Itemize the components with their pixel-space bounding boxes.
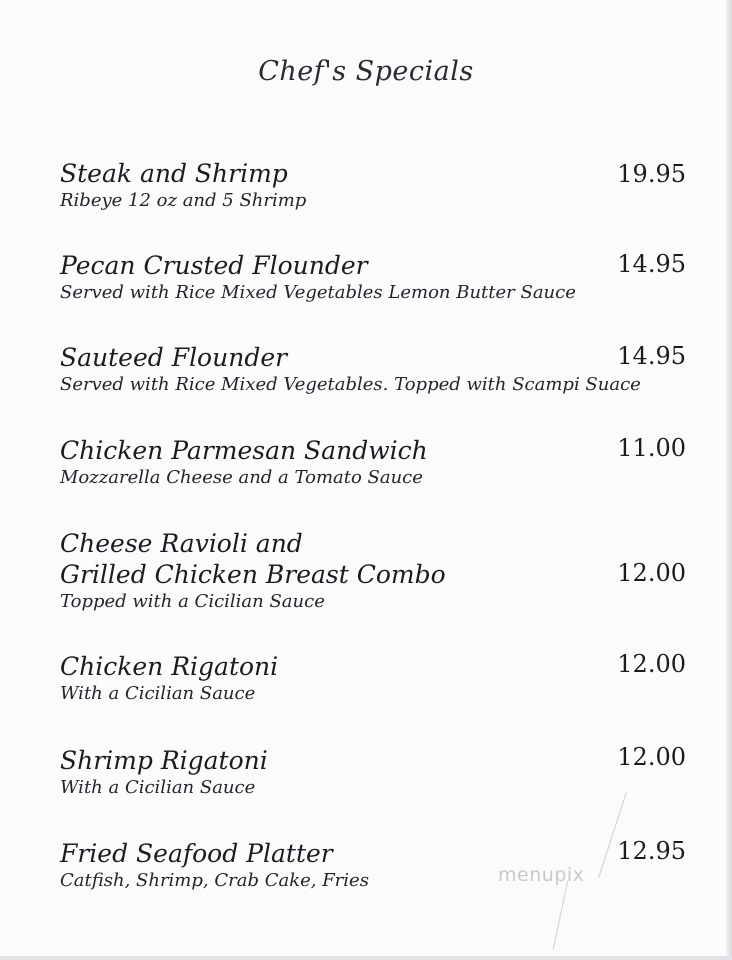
item-description: Served with Rice Mixed Vegetables Lemon Butter Sauce [60,282,576,303]
item-price: 12.95 [617,837,686,865]
item-name: Sauteed Flounder [60,343,288,372]
menu-item-chicken-rigatoni [60,651,690,706]
item-description: Catfish, Shrimp, Crab Cake, Fries [60,870,369,891]
menu-item-pecan-crusted-flounder [60,250,690,305]
item-name-line-1: Cheese Ravioli and [60,529,303,558]
item-name: Shrimp Rigatoni [60,746,268,775]
menu-title: Chef's Specials [258,56,474,87]
item-price: 12.00 [617,743,686,771]
item-name: Fried Seafood Platter [60,839,333,868]
item-description: Served with Rice Mixed Vegetables. Topped with Scampi Suace [60,374,641,395]
item-description: With a Cicilian Sauce [60,683,256,704]
item-name: Pecan Crusted Flounder [60,251,368,280]
item-price: 11.00 [617,434,686,462]
menu-item-ravioli-chicken-combo [60,528,690,614]
menu-item-shrimp-rigatoni [60,745,690,800]
item-price: 12.00 [617,650,686,678]
item-price: 19.95 [617,160,686,188]
page-bottom-edge [0,956,732,960]
item-description: Ribeye 12 oz and 5 Shrimp [60,190,307,211]
item-description: With a Cicilian Sauce [60,777,256,798]
page-edge-shadow [726,0,732,960]
watermark: menupix [498,864,585,886]
item-description: Topped with a Cicilian Sauce [60,591,325,612]
menu-item-sauteed-flounder [60,342,690,397]
menu-item-chicken-parmesan-sandwich [60,435,690,490]
item-price: 12.00 [617,559,686,587]
menu-item-fried-seafood-platter [60,838,690,893]
item-name: Chicken Rigatoni [60,652,279,681]
item-name: Steak and Shrimp [60,159,288,188]
item-price: 14.95 [617,250,686,278]
item-price: 14.95 [617,342,686,370]
menu-item-steak-and-shrimp [60,158,690,213]
item-description: Mozzarella Cheese and a Tomato Sauce [60,467,423,488]
item-name-line-2: Grilled Chicken Breast Combo [60,560,446,589]
item-name: Chicken Parmesan Sandwich [60,436,428,465]
